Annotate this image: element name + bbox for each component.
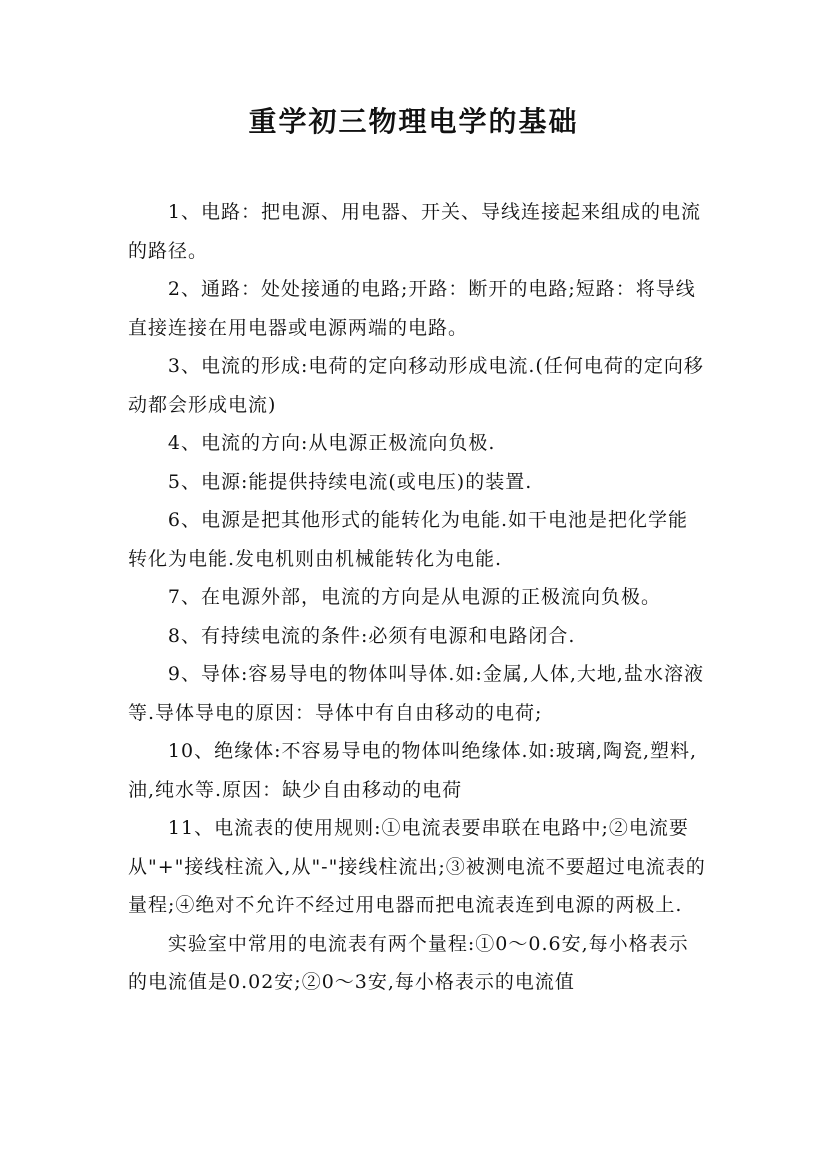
paragraph: 7、在电源外部，电流的方向是从电源的正极流向负极。 — [167, 586, 661, 608]
paragraph: 5、电源:能提供持续电流(或电压)的装置. — [167, 470, 533, 493]
document-title: 重学初三物理电学的基础 — [248, 105, 579, 138]
paragraph: 9、导体:容易导电的物体叫导体.如:金属,人体,大地,盐水溶液等.导体导电的原因：导体中有自由移动的电荷; — [128, 663, 704, 724]
paragraph: 2、通路：处处接通的电路;开路：断开的电路;短路：将导线直接连接在用电器或电源两端的电路。 — [128, 278, 696, 339]
paragraph: 8、有持续电流的条件:必须有电源和电路闭合. — [167, 624, 576, 647]
paragraph: 1、电路：把电源、用电器、开关、导线连接起来组成的电流的路径。 — [128, 201, 701, 262]
paragraph: 10、绝缘体:不容易导电的物体叫绝缘体.如:玻璃,陶瓷,塑料,油,纯水等.原因：缺少自由移动的电荷 — [128, 740, 698, 801]
paragraph: 实验室中常用的电流表有两个量程:①0～0.6安,每小格表示的电流值是0.02安;②0～3安,每小格表示的电流值 — [128, 932, 689, 993]
paragraph: 11、电流表的使用规则:①电流表要串联在电路中;②电流要从"+"接线柱流入,从"-"接线柱流出;③被测电流不要超过电流表的量程;④绝对不允许不经过用电器而把电流表连到电源的两极上. — [128, 817, 706, 916]
paragraph: 3、电流的形成:电荷的定向移动形成电流.(任何电荷的定向移动都会形成电流) — [128, 355, 704, 416]
paragraph: 6、电源是把其他形式的能转化为电能.如干电池是把化学能转化为电能.发电机则由机械能转化为电能. — [128, 509, 689, 570]
document-body — [128, 193, 708, 1002]
paragraph: 4、电流的方向:从电源正极流向负极. — [167, 432, 496, 454]
